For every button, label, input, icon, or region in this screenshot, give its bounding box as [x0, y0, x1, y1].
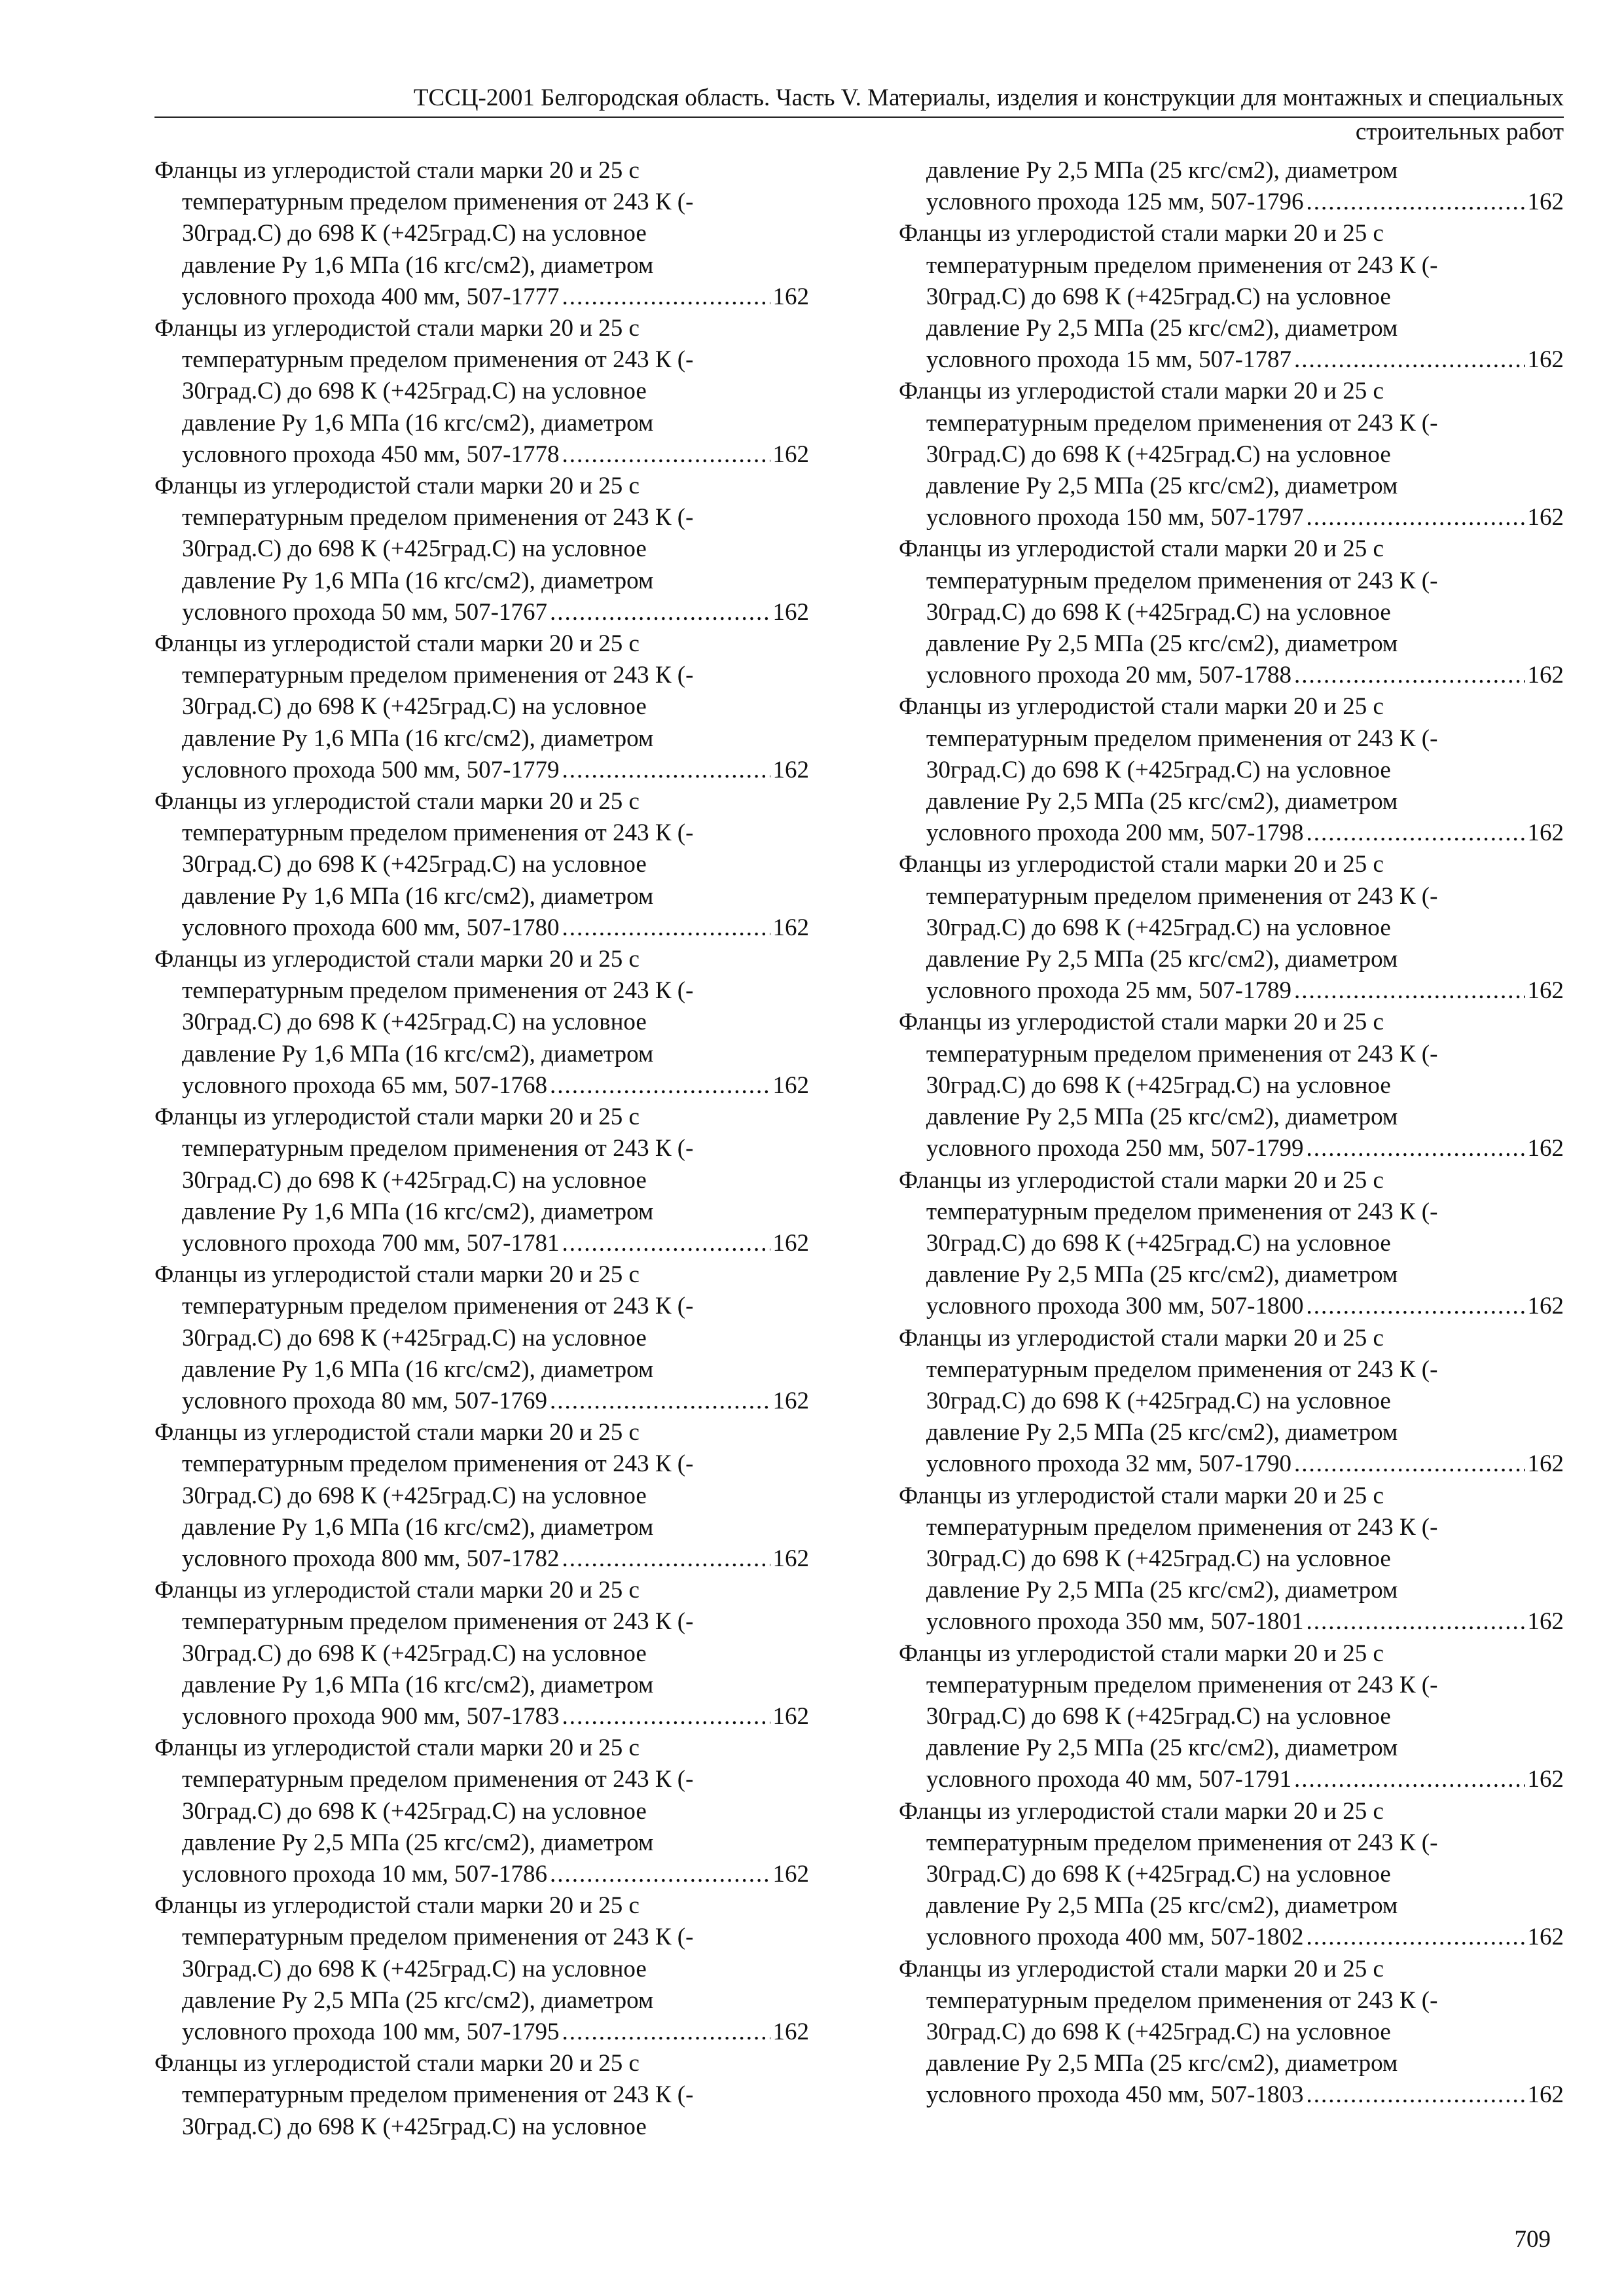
dot-leader	[550, 1070, 770, 1102]
entry-last-line	[899, 2079, 1564, 2111]
index-entry	[154, 1890, 809, 2048]
dot-leader	[562, 281, 770, 313]
dot-leader	[562, 1543, 770, 1575]
entry-title-line: Фланцы из углеродистой стали марки 20 и 25 с	[899, 851, 1384, 878]
entry-page-ref: 162	[1527, 819, 1564, 847]
entry-line: 30град.С) до 698 К (+425град.С) на условное	[926, 1387, 1391, 1414]
entry-line: температурным пределом применения от 243 К (-	[182, 1135, 694, 1162]
entry-line: 30град.С) до 698 К (+425град.С) на условное	[182, 1324, 647, 1352]
dot-leader	[1294, 975, 1525, 1007]
entry-page-ref: 162	[772, 1860, 809, 1888]
entry-last-line	[154, 1386, 809, 1417]
entry-line: давление Ру 2,5 МПа (25 кгс/см2), диаметром	[926, 788, 1398, 816]
entry-title-line: Фланцы из углеродистой стали марки 20 и 25 с	[899, 1640, 1384, 1667]
dot-leader	[1306, 1606, 1525, 1638]
index-entry	[154, 944, 809, 1102]
entry-last-line	[899, 975, 1564, 1007]
entry-text: условного прохода 600 мм, 507-1780	[182, 914, 560, 941]
entry-last-line	[899, 502, 1564, 533]
entry-title-line: Фланцы из углеродистой стали марки 20 и 25 с	[154, 473, 640, 500]
entry-page-ref: 162	[1527, 1135, 1564, 1162]
entry-line: давление Ру 2,5 МПа (25 кгс/см2), диаметром	[182, 1829, 654, 1856]
entry-page-ref: 162	[1527, 1450, 1564, 1478]
entry-text: условного прохода 500 мм, 507-1779	[182, 756, 560, 783]
entry-text: условного прохода 125 мм, 507-1796	[926, 188, 1304, 216]
index-entry	[899, 218, 1564, 376]
dot-leader	[562, 439, 770, 471]
entry-last-line	[899, 660, 1564, 691]
entry-line: температурным пределом применения от 243 К (-	[182, 504, 694, 531]
entry-line: температурным пределом применения от 243 К (-	[182, 1924, 694, 1951]
entry-last-line	[154, 1543, 809, 1575]
entry-last-line	[154, 2017, 809, 2048]
entry-line: давление Ру 2,5 МПа (25 кгс/см2), диаметром	[926, 1734, 1398, 1762]
entry-line: температурным пределом применения от 243 К (-	[926, 1513, 1438, 1541]
entry-line: температурным пределом применения от 243 К (-	[182, 977, 694, 1005]
entry-title-line: Фланцы из углеродистой стали марки 20 и 25 с	[154, 1892, 640, 1920]
entry-line: температурным пределом применения от 243 К (-	[926, 1355, 1438, 1383]
dot-leader	[550, 597, 770, 628]
index-column-left	[154, 155, 809, 2143]
entry-page-ref: 162	[1527, 504, 1564, 531]
entry-line: давление Ру 2,5 МПа (25 кгс/см2), диаметром	[926, 946, 1398, 973]
entry-line: 30град.С) до 698 К (+425град.С) на условное	[182, 220, 647, 247]
entry-title-line: Фланцы из углеродистой стали марки 20 и 25 с	[154, 1577, 640, 1604]
entry-title-line: Фланцы из углеродистой стали марки 20 и 25 с	[899, 1324, 1384, 1352]
entry-line: 30град.С) до 698 К (+425град.С) на условное	[182, 1955, 647, 1982]
entry-text: условного прохода 350 мм, 507-1801	[926, 1608, 1304, 1636]
entry-line: температурным пределом применения от 243 К (-	[926, 1986, 1438, 2014]
entry-text: условного прохода 150 мм, 507-1797	[926, 504, 1304, 531]
entry-page-ref: 162	[1527, 1293, 1564, 1320]
entry-line: температурным пределом применения от 243 К (-	[182, 1450, 694, 1478]
dot-leader	[1306, 817, 1525, 849]
entry-text: условного прохода 450 мм, 507-1778	[182, 440, 560, 468]
dot-leader	[1294, 1448, 1525, 1480]
entry-line: давление Ру 2,5 МПа (25 кгс/см2), диаметром	[926, 473, 1398, 500]
entry-page-ref: 162	[772, 756, 809, 783]
entry-text: условного прохода 32 мм, 507-1790	[926, 1450, 1291, 1478]
entry-last-line	[899, 817, 1564, 849]
entry-last-line	[154, 755, 809, 786]
entry-title-line: Фланцы из углеродистой стали марки 20 и 25 с	[154, 1734, 640, 1762]
dot-leader	[1294, 660, 1525, 691]
dot-leader	[562, 755, 770, 786]
entry-line: давление Ру 2,5 МПа (25 кгс/см2), диаметром	[926, 1892, 1398, 1920]
dot-leader	[1306, 187, 1525, 218]
dot-leader	[550, 1859, 770, 1890]
dot-leader	[1294, 344, 1525, 376]
entry-line: 30град.С) до 698 К (+425град.С) на условное	[182, 1640, 647, 1667]
entry-last-line	[154, 1228, 809, 1259]
entry-title-line: Фланцы из углеродистой стали марки 20 и 25 с	[154, 1261, 640, 1289]
header-title-continued: строительных работ	[1355, 118, 1564, 145]
entry-line: 30град.С) до 698 К (+425град.С) на условное	[926, 598, 1391, 626]
index-entry	[899, 376, 1564, 533]
entry-text: условного прохода 400 мм, 507-1802	[926, 1924, 1304, 1951]
index-entry	[899, 1638, 1564, 1796]
entry-page-ref: 162	[772, 914, 809, 941]
page-number: 709	[1514, 2226, 1551, 2253]
entry-page-ref: 162	[1527, 662, 1564, 689]
dot-leader	[1306, 1922, 1525, 1953]
index-entry	[154, 1732, 809, 1890]
entry-line: 30град.С) до 698 К (+425град.С) на условное	[182, 1482, 647, 1509]
entry-line: температурным пределом применения от 243 К (-	[926, 1671, 1438, 1698]
entry-page-ref: 162	[1527, 2081, 1564, 2109]
entry-last-line	[154, 1070, 809, 1102]
entry-page-ref: 162	[1527, 346, 1564, 374]
index-entry	[899, 1165, 1564, 1323]
entry-text: условного прохода 80 мм, 507-1769	[182, 1387, 547, 1414]
entry-text: условного прохода 20 мм, 507-1788	[926, 662, 1291, 689]
entry-line: 30град.С) до 698 К (+425град.С) на условное	[926, 1229, 1391, 1257]
entry-page-ref: 162	[1527, 1608, 1564, 1636]
entry-line: давление Ру 2,5 МПа (25 кгс/см2), диаметром	[926, 630, 1398, 658]
index-entry	[899, 1007, 1564, 1164]
entry-page-ref: 162	[772, 1229, 809, 1257]
entry-text: условного прохода 15 мм, 507-1787	[926, 346, 1291, 374]
entry-text: условного прохода 25 мм, 507-1789	[926, 977, 1291, 1005]
dot-leader	[1306, 502, 1525, 533]
entry-line: 30град.С) до 698 К (+425град.С) на условное	[926, 1071, 1391, 1099]
running-header	[154, 84, 1564, 147]
entry-last-line	[154, 1859, 809, 1890]
entry-line: давление Ру 1,6 МПа (16 кгс/см2), диаметром	[182, 1198, 654, 1225]
entry-line: давление Ру 2,5 МПа (25 кгс/см2), диаметром	[926, 1103, 1398, 1131]
entry-last-line	[899, 1764, 1564, 1795]
entry-line: температурным пределом применения от 243 К (-	[926, 567, 1438, 594]
entry-text: условного прохода 50 мм, 507-1767	[182, 598, 547, 626]
entry-line: температурным пределом применения от 243 К (-	[182, 819, 694, 847]
entry-line: 30град.С) до 698 К (+425град.С) на условное	[926, 756, 1391, 783]
entry-line: температурным пределом применения от 243 К (-	[926, 251, 1438, 279]
entry-line: давление Ру 1,6 МПа (16 кгс/см2), диаметром	[182, 567, 654, 594]
entry-page-ref: 162	[772, 598, 809, 626]
entry-text: условного прохода 450 мм, 507-1803	[926, 2081, 1304, 2109]
entry-line: давление Ру 1,6 МПа (16 кгс/см2), диаметром	[182, 1040, 654, 1067]
entry-line: температурным пределом применения от 243 К (-	[182, 1608, 694, 1636]
dot-leader	[562, 912, 770, 944]
entry-line: 30град.С) до 698 К (+425град.С) на условное	[926, 1860, 1391, 1888]
entry-text: условного прохода 800 мм, 507-1782	[182, 1545, 560, 1572]
dot-leader	[562, 1701, 770, 1732]
entry-text: условного прохода 40 мм, 507-1791	[926, 1766, 1291, 1793]
entry-title-line: Фланцы из углеродистой стали марки 20 и 25 с	[899, 1166, 1384, 1194]
entry-page-ref: 162	[1527, 1924, 1564, 1951]
dot-leader	[1306, 1133, 1525, 1164]
entry-line: температурным пределом применения от 243 К (-	[926, 1198, 1438, 1225]
entry-title-line: Фланцы из углеродистой стали марки 20 и 25 с	[154, 1419, 640, 1446]
entry-last-line	[899, 1922, 1564, 1953]
dot-leader	[562, 1228, 770, 1259]
dot-leader	[1294, 1764, 1525, 1795]
index-entry	[154, 1259, 809, 1417]
entry-title-line: Фланцы из углеродистой стали марки 20 и 25 с	[899, 693, 1384, 721]
entry-title-line: Фланцы из углеродистой стали марки 20 и 25 с	[154, 788, 640, 816]
entry-last-line	[899, 1291, 1564, 1322]
entry-page-ref: 162	[772, 1545, 809, 1572]
entry-last-line	[154, 439, 809, 471]
index-entry-continued	[899, 155, 1564, 218]
dot-leader	[562, 2017, 770, 2048]
entry-title-line: Фланцы из углеродистой стали марки 20 и 25 с	[154, 630, 640, 658]
index-entry	[899, 1480, 1564, 1638]
entry-title-line: Фланцы из углеродистой стали марки 20 и 25 с	[899, 535, 1384, 563]
entry-line: давление Ру 2,5 МПа (25 кгс/см2), диаметром	[926, 1261, 1398, 1289]
entry-line: 30град.С) до 698 К (+425град.С) на условное	[182, 535, 647, 563]
entry-line: давление Ру 2,5 МПа (25 кгс/см2), диаметром	[926, 1577, 1398, 1604]
entry-line: 30град.С) до 698 К (+425град.С) на условное	[926, 2018, 1391, 2045]
entry-line: давление Ру 1,6 МПа (16 кгс/см2), диаметром	[182, 1671, 654, 1698]
entry-title-line: Фланцы из углеродистой стали марки 20 и 25 с	[154, 315, 640, 342]
entry-title-line: Фланцы из углеродистой стали марки 20 и 25 с	[899, 1482, 1384, 1509]
entry-line: давление Ру 1,6 МПа (16 кгс/см2), диаметром	[182, 251, 654, 279]
index-entry	[154, 1102, 809, 1259]
entry-page-ref: 162	[772, 440, 809, 468]
entry-last-line	[154, 912, 809, 944]
entry-line: давление Ру 2,5 МПа (25 кгс/см2), диаметром	[926, 2050, 1398, 2077]
entry-text: условного прохода 300 мм, 507-1800	[926, 1293, 1304, 1320]
index-entry	[899, 1323, 1564, 1480]
entry-line: температурным пределом применения от 243 К (-	[182, 346, 694, 374]
entry-last-line	[154, 281, 809, 313]
entry-line: давление Ру 1,6 МПа (16 кгс/см2), диаметром	[182, 882, 654, 910]
entry-line: давление Ру 2,5 МПа (25 кгс/см2), диаметром	[926, 1419, 1398, 1446]
entry-line: температурным пределом применения от 243 К (-	[182, 1766, 694, 1793]
entry-page-ref: 162	[772, 1702, 809, 1730]
entry-line: 30град.С) до 698 К (+425град.С) на условное	[926, 283, 1391, 310]
index-entry	[154, 1575, 809, 1732]
entry-page-ref: 162	[772, 283, 809, 310]
entry-page-ref: 162	[1527, 188, 1564, 216]
entry-line: 30град.С) до 698 К (+425град.С) на условное	[926, 1545, 1391, 1572]
entry-title-line: Фланцы из углеродистой стали марки 20 и 25 с	[154, 946, 640, 973]
entry-line: давление Ру 1,6 МПа (16 кгс/см2), диаметром	[182, 1355, 654, 1383]
entry-line: 30град.С) до 698 К (+425град.С) на условное	[182, 1166, 647, 1194]
entry-line: 30град.С) до 698 К (+425град.С) на условное	[926, 1702, 1391, 1730]
entry-line: температурным пределом применения от 243 К (-	[926, 1040, 1438, 1067]
entry-line: 30град.С) до 698 К (+425град.С) на условное	[926, 914, 1391, 941]
dot-leader	[550, 1386, 770, 1417]
entry-page-ref: 162	[772, 2018, 809, 2045]
index-entry	[154, 786, 809, 944]
entry-title-line: Фланцы из углеродистой стали марки 20 и 25 с	[154, 1103, 640, 1131]
entry-line: давление Ру 2,5 МПа (25 кгс/см2), диаметром	[926, 315, 1398, 342]
entry-page-ref: 162	[772, 1387, 809, 1414]
index-column-right	[899, 155, 1564, 2111]
entry-line: 30град.С) до 698 К (+425град.С) на условное	[182, 1797, 647, 1825]
index-entry-partial	[154, 2048, 809, 2143]
entry-line: 30град.С) до 698 К (+425град.С) на условное	[182, 2113, 647, 2140]
dot-leader	[1306, 2079, 1525, 2111]
entry-line: температурным пределом применения от 243 К (-	[182, 2081, 694, 2109]
index-entry	[899, 1796, 1564, 1954]
entry-text: условного прохода 100 мм, 507-1795	[182, 2018, 560, 2045]
entry-last-line	[899, 1133, 1564, 1164]
entry-last-line	[899, 344, 1564, 376]
entry-page-ref: 162	[772, 1071, 809, 1099]
index-entry	[154, 628, 809, 786]
entry-title-line: Фланцы из углеродистой стали марки 20 и 25 с	[154, 2050, 640, 2077]
entry-line: давление Ру 1,6 МПа (16 кгс/см2), диаметром	[182, 1513, 654, 1541]
index-entry	[899, 533, 1564, 691]
index-entry	[154, 1417, 809, 1575]
entry-title-line: Фланцы из углеродистой стали марки 20 и 25 с	[899, 1009, 1384, 1036]
index-entry	[154, 471, 809, 628]
entry-text: условного прохода 900 мм, 507-1783	[182, 1702, 560, 1730]
entry-line: давление Ру 1,6 МПа (16 кгс/см2), диаметром	[182, 725, 654, 752]
entry-line: температурным пределом применения от 243 К (-	[926, 882, 1438, 910]
entry-line: температурным пределом применения от 243 К (-	[926, 1829, 1438, 1856]
entry-last-line	[899, 187, 1564, 218]
index-entry	[154, 313, 809, 471]
entry-line: температурным пределом применения от 243 К (-	[926, 409, 1438, 437]
index-entry	[899, 691, 1564, 849]
entry-line: давление Ру 2,5 МПа (25 кгс/см2), диаметром	[182, 1986, 654, 2014]
entry-title-line: Фланцы из углеродистой стали марки 20 и 25 с	[154, 157, 640, 184]
entry-line: 30град.С) до 698 К (+425град.С) на условное	[182, 851, 647, 878]
entry-title-line: Фланцы из углеродистой стали марки 20 и 25 с	[899, 378, 1384, 405]
entry-text: условного прохода 10 мм, 507-1786	[182, 1860, 547, 1888]
dot-leader	[1306, 1291, 1525, 1322]
entry-last-line	[154, 1701, 809, 1732]
entry-page-ref: 162	[1527, 977, 1564, 1005]
entry-line: температурным пределом применения от 243 К (-	[182, 1293, 694, 1320]
entry-line: давление Ру 1,6 МПа (16 кгс/см2), диаметром	[182, 409, 654, 437]
header-title: ТССЦ-2001 Белгородская область. Часть V. Материалы, изделия и конструкции для монтажных и специальных	[413, 84, 1564, 111]
entry-line: температурным пределом применения от 243 К (-	[182, 188, 694, 216]
entry-text: условного прохода 200 мм, 507-1798	[926, 819, 1304, 847]
entry-last-line	[899, 1606, 1564, 1638]
entry-line: 30град.С) до 698 К (+425град.С) на условное	[182, 693, 647, 721]
entry-line: 30град.С) до 698 К (+425град.С) на условное	[182, 1009, 647, 1036]
entry-title-line: Фланцы из углеродистой стали марки 20 и 25 с	[899, 1797, 1384, 1825]
entry-last-line	[154, 597, 809, 628]
entry-text: условного прохода 700 мм, 507-1781	[182, 1229, 560, 1257]
entry-line: температурным пределом применения от 243 К (-	[926, 725, 1438, 752]
index-entry	[899, 1954, 1564, 2111]
entry-text: условного прохода 400 мм, 507-1777	[182, 283, 560, 310]
entry-page-ref: 162	[1527, 1766, 1564, 1793]
entry-line: 30град.С) до 698 К (+425град.С) на условное	[182, 378, 647, 405]
entry-text: условного прохода 250 мм, 507-1799	[926, 1135, 1304, 1162]
entry-text: условного прохода 65 мм, 507-1768	[182, 1071, 547, 1099]
entry-line: давление Ру 2,5 МПа (25 кгс/см2), диаметром	[926, 157, 1398, 184]
entry-line: 30град.С) до 698 К (+425град.С) на условное	[926, 440, 1391, 468]
entry-title-line: Фланцы из углеродистой стали марки 20 и 25 с	[899, 1955, 1384, 1982]
index-entry	[899, 849, 1564, 1007]
entry-title-line: Фланцы из углеродистой стали марки 20 и 25 с	[899, 220, 1384, 247]
entry-line: температурным пределом применения от 243 К (-	[182, 662, 694, 689]
entry-last-line	[899, 1448, 1564, 1480]
index-entry	[154, 155, 809, 313]
